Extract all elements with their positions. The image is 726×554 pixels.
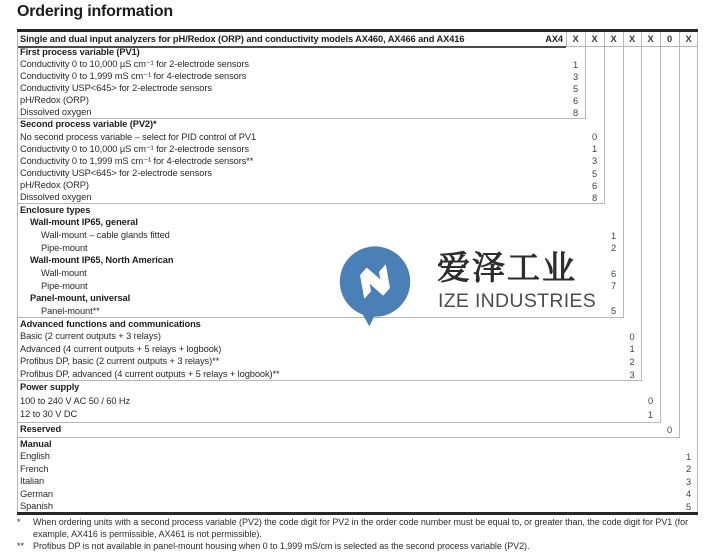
option-code: 4 [685,489,692,500]
header-col-4: X [628,34,636,44]
option-row [17,356,642,369]
option-row [17,463,698,476]
section-pv2 [17,118,605,203]
option-label: Spanish [20,501,53,512]
option-label: Profibus DP, advanced (4 current outputs + 5 relays + logbook)** [20,369,280,380]
footnote-text: Profibus DP is not available in panel-mount housing when 0 to 1,999 mS/cm is selected as the second process variable (PV2). [33,540,530,551]
option-code: 0 [666,425,673,435]
header-col-6: 0 [666,34,673,44]
footnote [17,541,700,553]
section-title: Reserved [20,424,62,435]
option-row [17,343,642,356]
option-code: 1 [572,60,579,70]
option-code: 6 [572,96,579,106]
option-row [17,71,586,83]
option-code: 0 [591,132,598,143]
option-row [17,331,642,344]
option-code: 2 [685,464,692,475]
option-label: Conductivity USP<645> for 2-electrode sensors [20,83,212,94]
option-code: 8 [572,108,579,118]
option-row [17,95,586,107]
footnote-marker: ** [17,540,24,551]
option-label: 100 to 240 V AC 50 / 60 Hz [20,395,131,406]
column-line [660,32,661,422]
option-code: 7 [610,281,617,292]
group-title: Wall-mount IP65, general [30,217,138,228]
watermark-chinese-text: 爱泽工业 [437,249,577,286]
option-label: Conductivity USP<645> for 2-electrode sensors [20,167,212,178]
option-label: Conductivity 0 to 10,000 µS cm⁻¹ for 2-electrode sensors [20,143,249,154]
option-code: 3 [629,369,635,380]
section-power [17,380,661,422]
option-label: English [20,451,50,462]
option-code: 0 [629,331,635,342]
option-code: 1 [610,230,617,241]
column-line [679,32,680,437]
option-code: 5 [610,306,617,317]
option-label: Panel-mount** [41,305,100,316]
option-label: Basic (2 current outputs + 3 relays) [20,331,161,342]
option-row [17,488,698,501]
section-pv1 [17,46,586,118]
option-label: German [20,488,53,499]
section-advanced [17,317,642,380]
option-label: 12 to 30 V DC [20,409,78,420]
option-code: 6 [591,180,598,191]
footnote [17,517,700,541]
option-code: 1 [647,409,654,420]
option-code: 6 [610,268,617,279]
option-code: 3 [572,72,579,82]
option-label: Conductivity 0 to 10,000 µS cm⁻¹ for 2-electrode sensors [20,59,249,70]
header-col-7: X [685,34,692,44]
option-code: 5 [572,84,579,94]
option-row [17,131,605,143]
option-row [17,423,680,437]
option-label: Pipe-mount [41,280,88,291]
option-label: Wall-mount [41,267,87,278]
footnote-marker: * [17,517,21,527]
option-row [17,155,605,167]
option-row [17,476,698,489]
group-title: Panel-mount, universal [30,293,131,304]
option-code: 1 [685,451,692,462]
watermark-latin-text: IZE INDUSTRIES [438,290,597,312]
section-title: Enclosure types [20,204,91,215]
page-title: Ordering information [17,3,174,20]
option-code: 2 [629,357,635,368]
group-title-row [17,217,624,230]
option-label: Advanced (4 current outputs + 5 relays + logbook) [20,343,222,354]
option-code: 5 [685,501,692,512]
option-code: 1 [591,144,598,155]
section-title: Power supply [20,382,80,393]
option-code: 0 [647,396,654,407]
header-col-5: X [647,34,654,44]
bottom-rule [17,512,698,515]
option-label: French [20,463,49,474]
option-row [17,180,605,192]
footnotes [17,517,700,552]
section-title: Manual [20,438,52,449]
watermark-logo-icon [335,244,415,328]
option-label: pH/Redox (ORP) [20,180,89,191]
option-code: 1 [629,344,635,355]
header-col-3: X [610,34,617,44]
option-code: 2 [610,243,617,254]
section-title: First process variable (PV1) [20,47,140,58]
option-label: Profibus DP, basic (2 current outputs + 3 relays)** [20,356,220,367]
option-row [17,451,698,464]
option-label: pH/Redox (ORP) [20,95,89,106]
footnote-text: When ordering units with a second process variable (PV2) the code digit for PV2 in the order code number must be equal to, or greater than, the code digit for PV1 (for example, AX416 is permissible, AX461 is not permissible). [33,517,689,539]
option-label: No second process variable – select for PID control of PV1 [20,131,257,142]
option-label: Conductivity 0 to 1,999 mS cm⁻¹ for 4-electrode sensors** [20,155,254,166]
option-code: 3 [685,476,692,487]
option-row [17,59,586,71]
section-title-row [17,438,698,451]
option-label: Conductivity 0 to 1,999 mS cm⁻¹ for 4-electrode sensors [20,71,247,82]
column-line [566,32,567,46]
group-title: Wall-mount IP65, North American [30,255,174,266]
header-label: Single and dual input analyzers for pH/Redox (ORP) and conductivity models AX460, AX466 and AX416 [20,34,465,44]
table-header-row [17,32,698,46]
section-title: Advanced functions and communications [20,318,201,329]
section-reserved [17,422,680,437]
option-label: Dissolved oxygen [20,107,92,118]
option-code: 8 [591,192,598,203]
option-row [17,168,605,180]
header-col-2: X [591,34,598,44]
option-row [17,229,624,242]
section-title-row [17,119,605,131]
section-title: Second process variable (PV2)* [20,119,157,130]
header-col-1: X [572,34,579,44]
option-label: Italian [20,476,45,487]
option-code: 3 [591,156,598,167]
option-code: 5 [591,168,598,179]
header-model-prefix: AX4 [545,34,563,44]
option-label: Pipe-mount [41,242,88,253]
option-label: Wall-mount – cable glands fitted [41,229,170,240]
option-row [17,143,605,155]
option-row [17,395,661,409]
option-row [17,83,586,95]
section-title-row [17,318,642,331]
section-title-row [17,381,661,395]
option-label: Dissolved oxygen [20,192,92,203]
option-row [17,408,661,422]
section-manual [17,437,698,512]
section-title-row [17,204,624,217]
section-title-row [17,47,586,59]
